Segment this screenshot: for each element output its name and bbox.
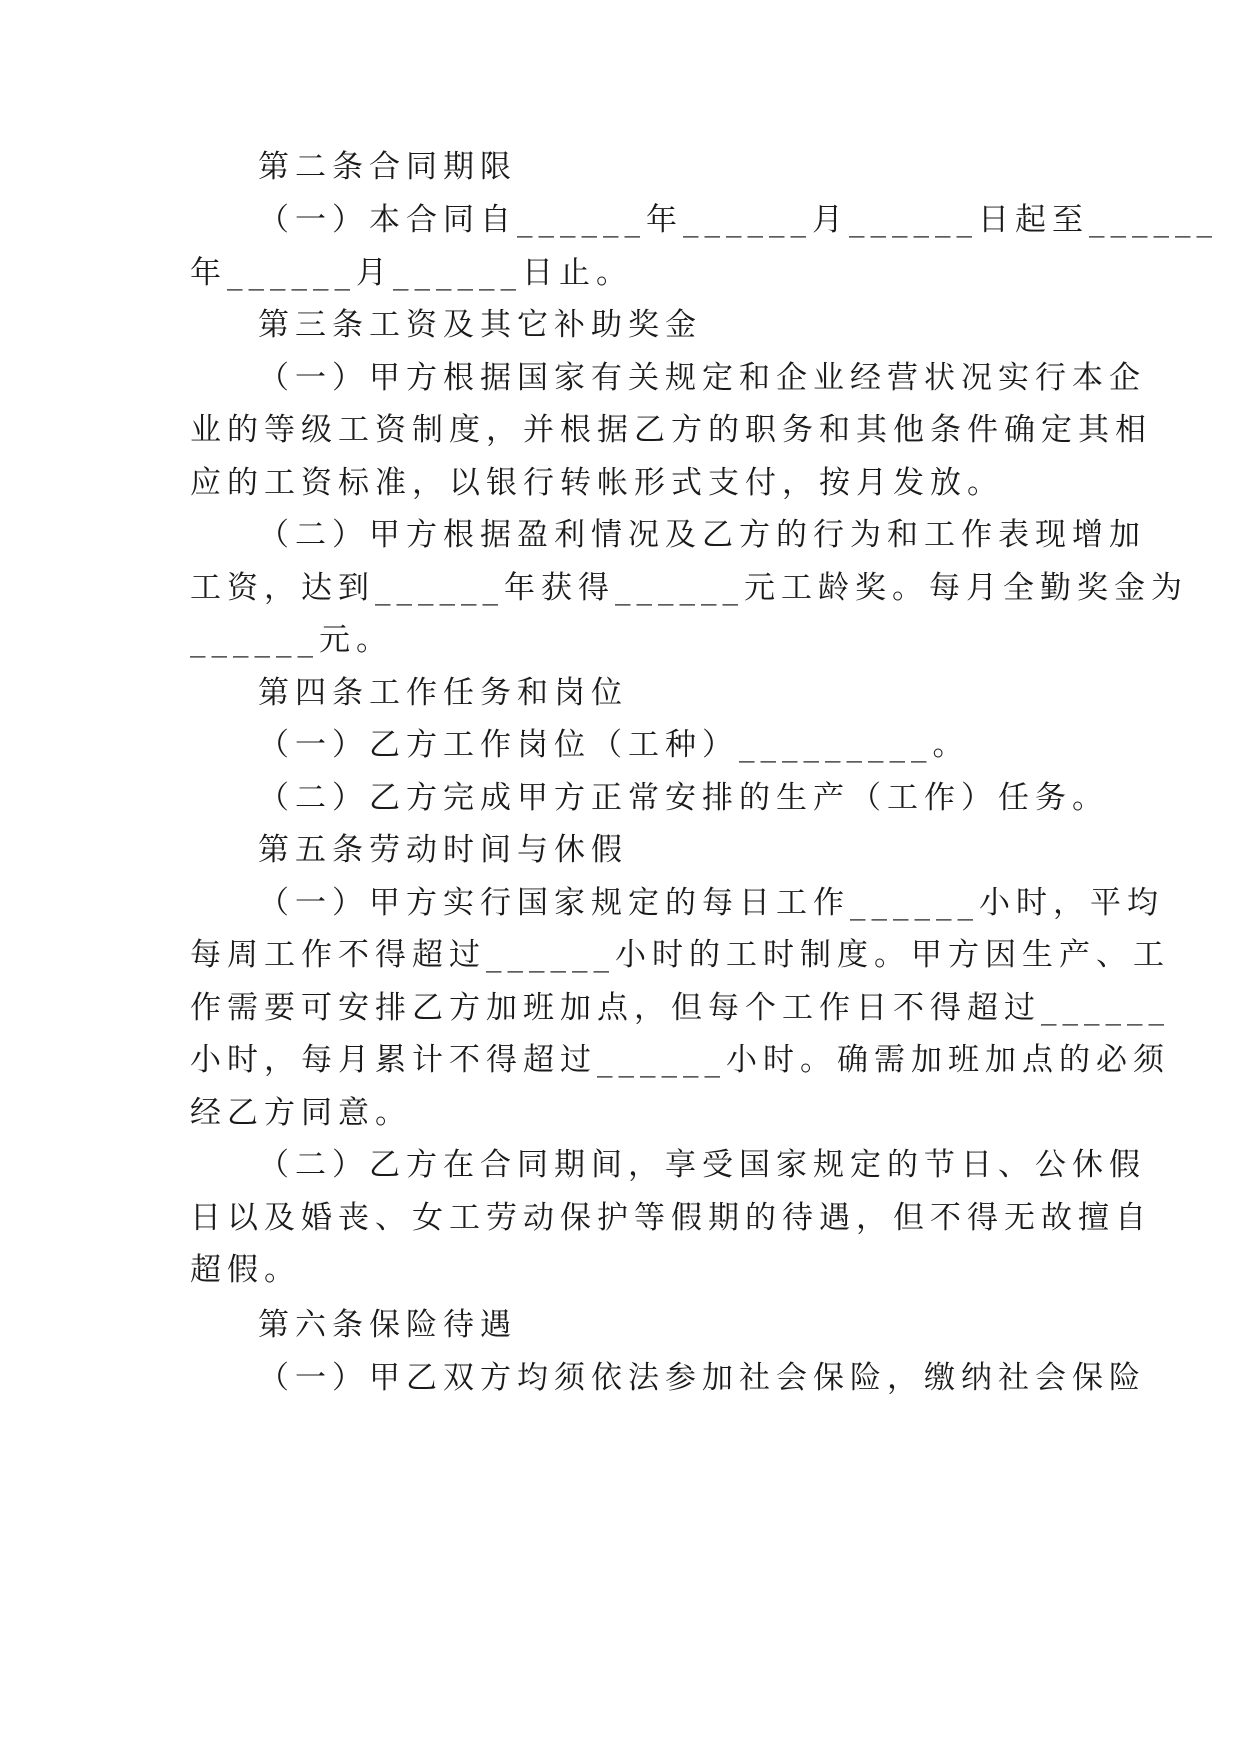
article-2-heading: 第二条合同期限	[258, 149, 517, 185]
article-5-clause-1-cont: 小时，每月累计不得超过______小时。确需加班加点的必须	[190, 1042, 1170, 1078]
article-6-heading: 第六条保险待遇	[258, 1307, 517, 1343]
article-4-heading: 第四条工作任务和岗位	[258, 675, 628, 711]
article-4-clause-2: （二）乙方完成甲方正常安排的生产（工作）任务。	[258, 780, 1109, 816]
article-4-clause-1: （一）乙方工作岗位（工种）_________。	[258, 727, 970, 763]
article-5-clause-1-cont: 经乙方同意。	[190, 1095, 412, 1131]
article-5-clause-2-cont: 超假。	[190, 1252, 301, 1288]
article-2-clause-1: （一）本合同自______年______月______日起至______	[258, 202, 1218, 238]
article-3-clause-2: （二）甲方根据盈利情况及乙方的行为和工作表现增加	[258, 517, 1146, 553]
article-3-clause-2-cont: 工资，达到______年获得______元工龄奖。每月全勤奖金为	[190, 570, 1188, 606]
article-5-clause-2: （二）乙方在合同期间，享受国家规定的节日、公休假	[258, 1147, 1146, 1183]
article-6-clause-1: （一）甲乙双方均须依法参加社会保险，缴纳社会保险	[258, 1360, 1146, 1396]
article-3-clause-2-cont: ______元。	[190, 622, 393, 658]
article-3-clause-1: （一）甲方根据国家有关规定和企业经营状况实行本企	[258, 360, 1146, 396]
article-5-heading: 第五条劳动时间与休假	[258, 832, 628, 868]
article-5-clause-2-cont: 日以及婚丧、女工劳动保护等假期的待遇，但不得无故擅自	[190, 1200, 1152, 1236]
article-2-clause-1-cont: 年______月______日止。	[190, 255, 633, 291]
article-3-clause-1-cont: 业的等级工资制度，并根据乙方的职务和其他条件确定其相	[190, 412, 1152, 448]
article-3-heading: 第三条工资及其它补助奖金	[258, 307, 702, 343]
article-5-clause-1-cont: 作需要可安排乙方加班加点，但每个工作日不得超过______	[190, 990, 1170, 1026]
article-5-clause-1-cont: 每周工作不得超过______小时的工时制度。甲方因生产、工	[190, 937, 1170, 973]
article-5-clause-1: （一）甲方实行国家规定的每日工作______小时，平均	[258, 885, 1164, 921]
article-3-clause-1-cont: 应的工资标准，以银行转帐形式支付，按月发放。	[190, 465, 1004, 501]
